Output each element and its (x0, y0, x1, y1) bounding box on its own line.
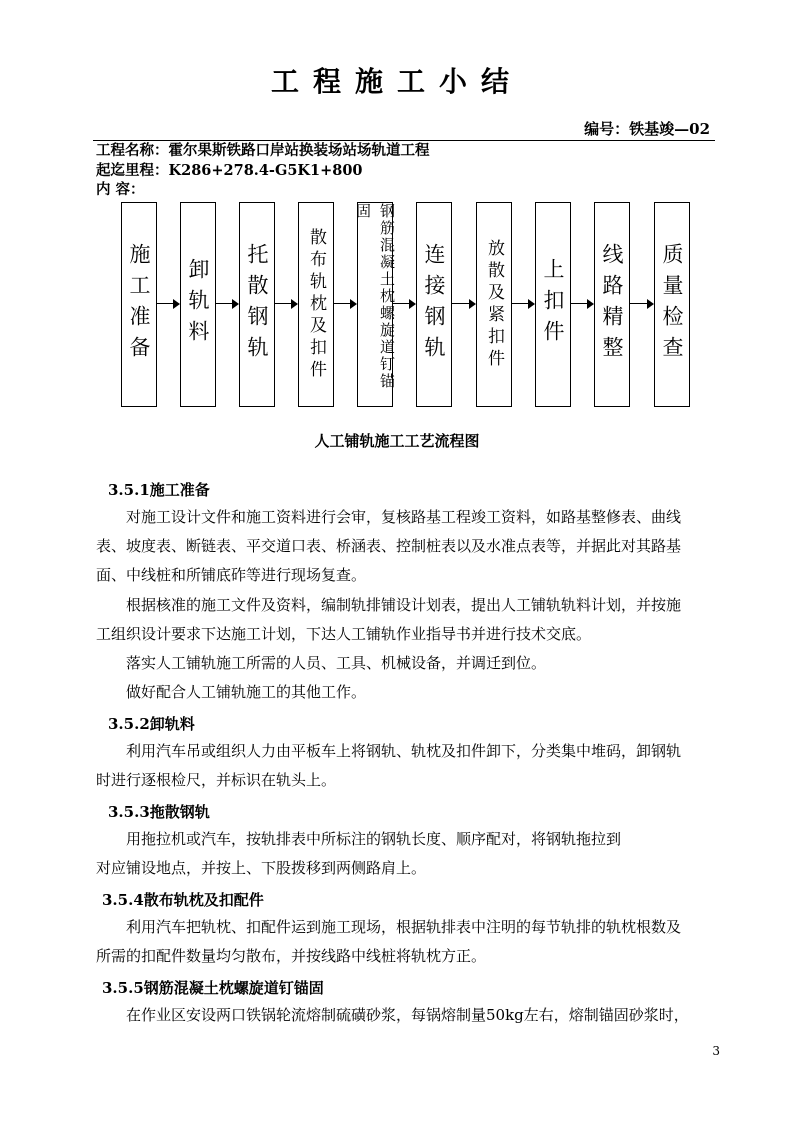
mileage-range: 起迄里程：K286+278.4-G5K1+800 (96, 162, 363, 179)
flow-step-install-fasteners (535, 202, 571, 407)
body-line: 利用汽车把轨枕、扣配件运到施工现场，根据轨排表中注明的每节轨排的轨枕根数及 (126, 918, 682, 936)
body-line: 表、坡度表、断链表、平交道口表、桥涵表、控制桩表以及水准点表等，并据此对其路基 (96, 537, 682, 555)
flow-step-quality-check (654, 202, 690, 407)
body-line: 对施工设计文件和施工资料进行会审，复核路基工程竣工资料，如路基整修表、曲线 (126, 508, 682, 526)
flow-step-line-finishing (594, 202, 630, 407)
section-heading: 3.5.2卸轨料 (108, 715, 195, 733)
flow-step-release-fasten (476, 202, 512, 407)
flow-step-distribute-sleepers (298, 202, 334, 407)
section-heading: 3.5.5钢筋混凝土枕螺旋道钉锚固 (102, 979, 324, 997)
flow-step-connect-rails (416, 202, 452, 407)
content-label: 内 容： (96, 181, 145, 198)
flow-arrow (216, 299, 239, 309)
flow-arrow (452, 299, 476, 309)
section-heading: 3.5.1施工准备 (108, 481, 210, 499)
flow-arrow (571, 299, 594, 309)
flow-arrow (157, 299, 180, 309)
flow-step-drag-rails (239, 202, 275, 407)
page-title: 工程施工小结 (270, 65, 523, 98)
flow-step-label: 线路精整 (600, 242, 624, 367)
body-line: 落实人工铺轨施工所需的人员、工具、机械设备，并调迁到位。 (126, 654, 547, 672)
flow-arrow (275, 299, 298, 309)
flow-step-label: 上扣件 (541, 258, 565, 351)
flow-step-construction-prep (121, 202, 157, 407)
body-line: 时进行逐根检尺，并标识在轨头上。 (96, 771, 337, 789)
body-line: 工组织设计要求下达施工计划，下达人工铺轨作业指导书并进行技术交底。 (96, 625, 592, 643)
document-number: 编号：铁基竣—02 (584, 120, 710, 138)
flow-step-label: 托散钢轨 (245, 242, 269, 367)
body-line: 面、中线桩和所铺底砟等进行现场复查。 (96, 566, 367, 584)
flow-arrow (512, 299, 535, 309)
flow-step-unload-materials (180, 202, 216, 407)
header-divider (93, 140, 715, 141)
body-line: 对应铺设地点，并按上、下股拨移到两侧路肩上。 (96, 859, 427, 877)
body-line: 用拖拉机或汽车，按轨排表中所标注的钢轨长度、顺序配对，将钢轨拖拉到 (126, 830, 622, 848)
flow-step-label: 施工准备 (127, 242, 151, 367)
body-line: 做好配合人工铺轨施工的其他工作。 (126, 683, 367, 701)
flow-step-label: 钢筋混凝土枕螺旋道钉锚固 (354, 203, 396, 390)
section-heading: 3.5.4散布轨枕及扣配件 (102, 891, 264, 909)
flow-step-label: 放散及紧扣件 (484, 238, 504, 371)
flow-arrow (393, 299, 416, 309)
flow-arrow (334, 299, 357, 309)
page-number: 3 (712, 1044, 720, 1058)
flow-step-label: 连接钢轨 (422, 242, 446, 367)
flow-step-anchor-spikes (354, 202, 396, 407)
flow-arrow (630, 299, 654, 309)
body-line: 根据核准的施工文件及资料，编制轨排铺设计划表，提出人工铺轨轨料计划，并按施 (126, 596, 682, 614)
flow-step-label: 卸轨料 (186, 258, 210, 351)
body-line: 在作业区安设两口铁锅轮流熔制硫磺砂浆，每锅熔制量50kg左右，熔制锚固砂浆时， (126, 1006, 689, 1024)
body-line: 利用汽车吊或组织人力由平板车上将钢轨、轨枕及扣件卸下，分类集中堆码，卸钢轨 (126, 742, 682, 760)
flowchart-caption: 人工铺轨施工工艺流程图 (314, 432, 480, 450)
flow-step-label: 散布轨枕及扣件 (306, 227, 326, 382)
body-line: 所需的扣配件数量均匀散布，并按线路中线桩将轨枕方正。 (96, 947, 487, 965)
flow-step-label: 质量检查 (660, 242, 684, 367)
section-heading: 3.5.3拖散钢轨 (108, 803, 210, 821)
project-name: 工程名称：霍尔果斯铁路口岸站换装场站场轨道工程 (96, 142, 430, 159)
